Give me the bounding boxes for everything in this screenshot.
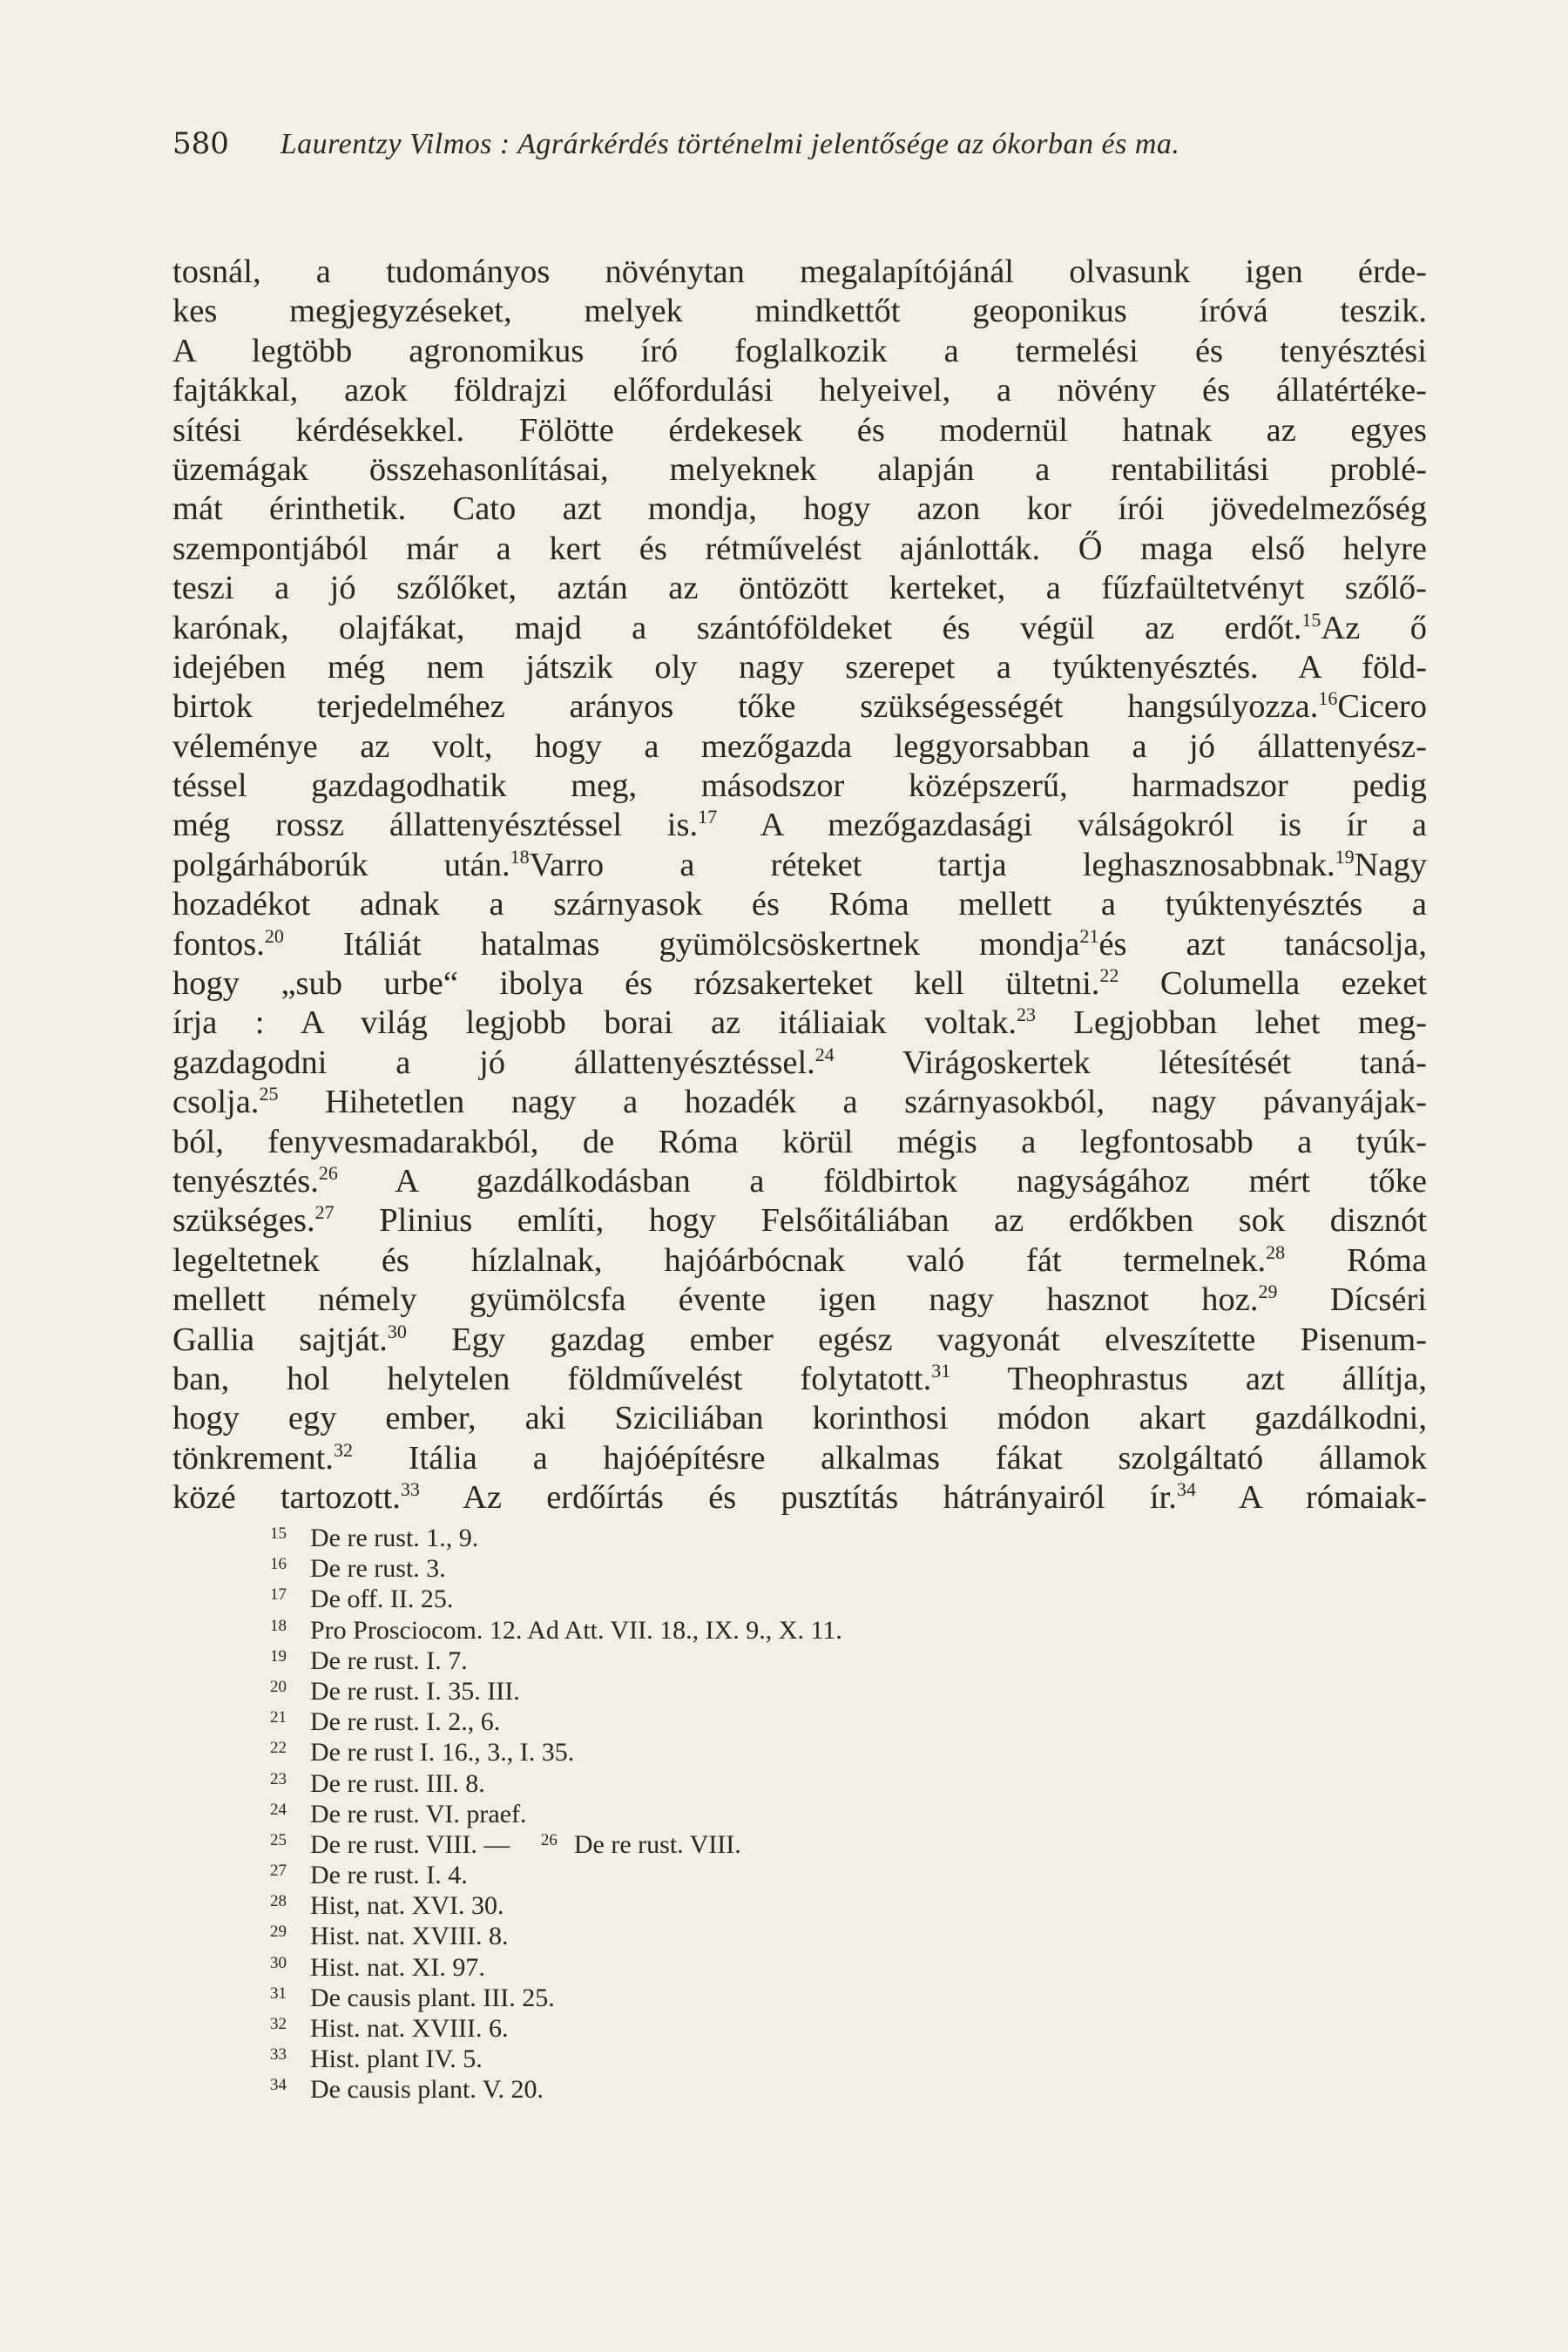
text-run: Theophrastus azt állítja, (950, 1360, 1428, 1397)
text-run: Virágoskertek létesítését taná- (834, 1044, 1427, 1081)
footnote: 20 De re rust. I. 35. III. (270, 1676, 520, 1706)
text-run: legeltetnek és hízlalnak, hajóárbócnak való fát termelnek. (172, 1241, 1267, 1279)
footnote: 28 Hist, nat. XVI. 30. (270, 1891, 504, 1921)
footnote-text: De re rust. 1., 9. (310, 1524, 479, 1552)
text-run: ból, fenyvesmadarakból, de Róma körül mégis a legfontosabb a tyúk- (172, 1123, 1427, 1160)
footnote-text: De re rust. I. 4. (310, 1861, 468, 1890)
running-title: Laurentzy Vilmos : Agrárkérdés történelmi jelentősége az ókorban és ma. (280, 128, 1180, 160)
footnote-text: Hist. nat. XVIII. 8. (310, 1922, 509, 1951)
text-run: fontos. (172, 925, 265, 963)
footnote-text: De re rust. III. 8. (310, 1768, 485, 1798)
footnote-ref: 15 (1301, 608, 1321, 631)
footnote-text: De causis plant. V. 20. (310, 2075, 544, 2105)
footnote-text: Hist. plant IV. 5. (310, 2044, 483, 2074)
text-line (172, 1162, 1427, 1201)
footnote: 19 De re rust. I. 7. (270, 1646, 468, 1675)
footnote: 25 De re rust. VIII. — 26 De re rust. VIII. (270, 1829, 741, 1859)
text-line (172, 1281, 1427, 1320)
text-line (172, 964, 1427, 1004)
footnote-text: Hist. nat. XI. 97. (310, 1952, 485, 1982)
footnote: 33 Hist. plant IV. 5. (270, 2044, 483, 2074)
text-line (172, 1360, 1427, 1399)
text-line (172, 806, 1427, 845)
text-run: írja : A világ legjobb borai az itáliaiak voltak. (172, 1004, 1017, 1042)
footnote-ref: 31 (931, 1359, 951, 1382)
footnote-text: De re rust. I. 7. (310, 1646, 468, 1675)
footnote-ref: 29 (1258, 1281, 1278, 1303)
text-run: hogy „sub urbe“ ibolya és rózsakerteket kell ültetni. (172, 965, 1100, 1003)
text-run: A mezőgazdasági válságokról is ír a (717, 807, 1427, 844)
footnote: 27 De re rust. I. 4. (270, 1861, 468, 1890)
text-run: tönkrement. (172, 1439, 334, 1477)
text-line (172, 490, 1427, 529)
text-run: birtok terjedelméhez arányos tőke szükségességét hangsúlyozza. (172, 688, 1319, 726)
footnote-ref: 25 (259, 1083, 279, 1105)
text-run: véleménye az volt, hogy a mezőgazda leggyorsabban a jó állattenyész- (172, 727, 1427, 765)
footnote-text: De re rust. I. 35. III. (310, 1676, 520, 1706)
text-line (172, 925, 1427, 964)
footnote-ref: 23 (1016, 1004, 1036, 1026)
text-run: teszi a jó szőlőket, aztán az öntözött kerteket, a fűzfaültetvényt szőlő- (172, 570, 1427, 607)
text-line (172, 292, 1427, 331)
text-line (172, 846, 1427, 885)
footnote: 17 De off. II. 25. (270, 1585, 454, 1614)
footnote-ref: 19 (1335, 845, 1355, 868)
footnote: 24 De re rust. VI. praef. (270, 1799, 527, 1828)
footnote-ref: 20 (264, 924, 284, 947)
footnote-ref: 16 (1318, 687, 1338, 710)
text-run: téssel gazdagodhatik meg, másodszor középszerű, harmadszor pedig (172, 767, 1427, 805)
footnote-text: De re rust. I. 2., 6. (310, 1707, 501, 1737)
text-line (172, 411, 1427, 450)
text-run: A legtöbb agronomikus író foglalkozik a termelési és tenyésztési (172, 332, 1427, 369)
text-run: mát érinthetik. Cato azt mondja, hogy azon kor írói jövedelmezőség (172, 490, 1427, 528)
footnote-text: Hist. nat. XVIII. 6. (310, 2014, 509, 2043)
text-run: Legjobban lehet meg- (1035, 1004, 1427, 1042)
footnote-text: De off. II. 25. (310, 1585, 454, 1614)
text-run: üzemágak összehasonlításai, melyeknek alapján a rentabilitási problé- (172, 450, 1427, 488)
text-line (172, 253, 1427, 292)
text-line (172, 1439, 1427, 1478)
text-run: Cicero (1337, 688, 1427, 726)
text-line (172, 727, 1427, 767)
footnote-ref: 22 (1099, 964, 1119, 987)
text-line (172, 332, 1427, 371)
footnote-ref: 21 (1079, 924, 1099, 947)
footnote-ref: 27 (314, 1201, 335, 1224)
text-line (172, 371, 1427, 410)
footnote: 23 De re rust. III. 8. (270, 1768, 485, 1798)
page-header (172, 126, 1427, 162)
text-run: Az erdőírtás és pusztítás hátrányairól ír. (419, 1479, 1177, 1517)
text-line (172, 687, 1427, 727)
text-line (172, 767, 1427, 806)
text-run: gazdagodni a jó állattenyésztéssel. (172, 1044, 815, 1081)
body-text (172, 253, 1427, 1518)
footnote: 32 Hist. nat. XVIII. 6. (270, 2014, 509, 2043)
footnote-ref: 24 (814, 1043, 835, 1065)
text-run: Nagy (1354, 846, 1427, 883)
text-run: Itáliát hatalmas gyümölcsöskertnek mondja (283, 925, 1080, 963)
text-run: és azt tanácsolja, (1098, 925, 1427, 963)
text-run: Plinius említi, hogy Felsőitáliában az erdőkben sok disznót (334, 1202, 1427, 1240)
footnote-ref: 34 (1176, 1478, 1196, 1501)
footnote-text: De re rust. VIII. (573, 1829, 741, 1859)
text-line (172, 885, 1427, 924)
text-line (172, 609, 1427, 648)
text-run: Gallia sajtját. (172, 1321, 388, 1358)
text-run: Dícséri (1277, 1281, 1427, 1319)
footnote-ref: 30 (387, 1320, 407, 1342)
footnote: 22 De re rust I. 16., 3., I. 35. (270, 1738, 575, 1767)
footnote-text: De causis plant. III. 25. (310, 1983, 555, 2012)
text-line (172, 1321, 1427, 1360)
footnote-text: Pro Prosciocom. 12. Ad Att. VII. 18., IX. 9., X. 11. (310, 1615, 842, 1645)
footnotes (270, 1523, 1228, 2105)
text-run: Columella ezeket (1119, 965, 1427, 1003)
text-line (172, 1399, 1427, 1438)
text-run: Itália a hajóépítésre alkalmas fákat szolgáltató államok (352, 1439, 1427, 1477)
footnote: 15 De re rust. 1., 9. (270, 1524, 479, 1552)
text-run: csolja. (172, 1084, 260, 1121)
text-run: szempontjából már a kert és rétművelést ajánlották. Ő maga első helyre (172, 530, 1427, 567)
page-number: 580 (172, 126, 229, 161)
text-run: közé tartozott. (172, 1479, 401, 1517)
footnote-ref: 28 (1266, 1240, 1286, 1263)
text-line (172, 1044, 1427, 1083)
text-run: Róma (1285, 1241, 1428, 1279)
footnote: 34 De causis plant. V. 20. (270, 2075, 544, 2105)
text-run: kes megjegyzéseket, melyek mindkettőt geoponikus íróvá teszik. (172, 293, 1427, 330)
text-line (172, 1478, 1427, 1517)
text-line (172, 450, 1427, 490)
footnote-text: De re rust. VIII. — (310, 1829, 517, 1859)
text-line (172, 1083, 1427, 1122)
footnote-ref: 33 (400, 1478, 420, 1501)
footnote-text: De re rust. 3. (310, 1554, 446, 1584)
footnote-ref: 18 (510, 845, 530, 868)
footnote-ref: 32 (333, 1438, 353, 1461)
footnote: 21 De re rust. I. 2., 6. (270, 1707, 501, 1737)
footnote-ref: 17 (698, 806, 718, 828)
text-run: mellett némely gyümölcsfa évente igen nagy hasznot hoz. (172, 1281, 1259, 1319)
footnote-ref: 26 (318, 1161, 338, 1184)
text-line (172, 569, 1427, 608)
text-run: Varro a réteket tartja leghasznosabbnak. (529, 846, 1335, 883)
text-line (172, 1201, 1427, 1240)
text-run: polgárháborúk után. (172, 846, 510, 883)
footnote-text: De re rust. VI. praef. (310, 1799, 527, 1828)
footnote-text: De re rust I. 16., 3., I. 35. (310, 1738, 575, 1767)
text-run: Hihetetlen nagy a hozadék a szárnyasokból, nagy pávanyájak- (278, 1084, 1427, 1121)
footnote: 31 De causis plant. III. 25. (270, 1983, 555, 2012)
text-run: tenyésztés. (172, 1162, 319, 1200)
text-line (172, 1241, 1427, 1281)
text-run: hogy egy ember, aki Sziciliában korinthosi módon akart gazdálkodni, (172, 1400, 1427, 1437)
footnote: 30 Hist. nat. XI. 97. (270, 1952, 485, 1982)
text-run: ban, hol helytelen földművelést folytatott. (172, 1360, 932, 1397)
footnote: 18 Pro Prosciocom. 12. Ad Att. VII. 18., IX. 9., X. 11. (270, 1615, 842, 1645)
text-line (172, 648, 1427, 687)
text-run: karónak, olajfákat, majd a szántóföldeket és végül az erdőt. (172, 609, 1302, 646)
text-run: tosnál, a tudományos növénytan megalapítójánál olvasunk igen érde- (172, 253, 1427, 290)
text-line (172, 530, 1427, 569)
footnote: 29 Hist. nat. XVIII. 8. (270, 1922, 509, 1951)
text-run: hozadékot adnak a szárnyasok és Róma mellett a tyúktenyésztés a (172, 886, 1427, 923)
text-run: Az ő (1321, 609, 1427, 646)
text-run: fajtákkal, azok földrajzi előfordulási helyeivel, a növény és állatértéke- (172, 372, 1427, 409)
text-run: sítési kérdésekkel. Fölötte érdekesek és modernül hatnak az egyes (172, 411, 1427, 449)
text-line (172, 1004, 1427, 1043)
text-line (172, 1123, 1427, 1162)
text-run: A rómaiak- (1195, 1479, 1427, 1517)
text-run: még rossz állattenyésztéssel is. (172, 807, 699, 844)
footnote-text: Hist, nat. XVI. 30. (310, 1891, 504, 1921)
text-run: idejében még nem játszik oly nagy szerepet a tyúktenyésztés. A föld- (172, 648, 1427, 686)
text-run: Egy gazdag ember egész vagyonát elveszítette Pisenum- (406, 1321, 1428, 1358)
footnote: 16 De re rust. 3. (270, 1554, 446, 1584)
text-run: szükséges. (172, 1202, 315, 1240)
text-run: A gazdálkodásban a földbirtok nagyságához mért tőke (337, 1162, 1427, 1200)
